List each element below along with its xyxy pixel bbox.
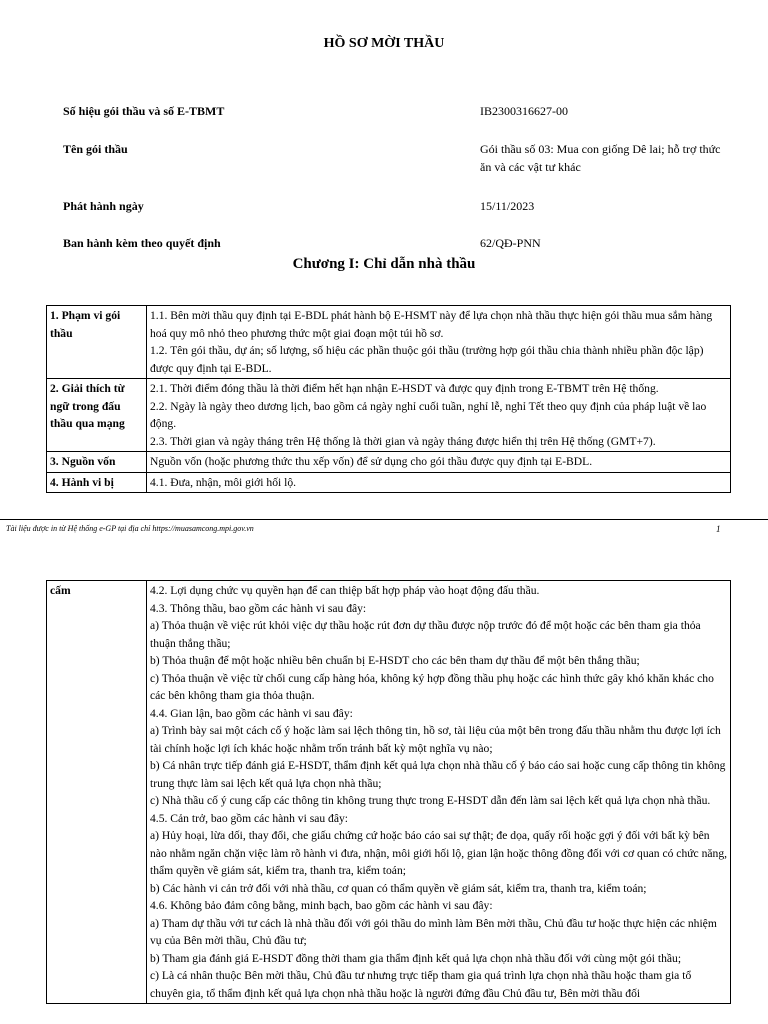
row-content (147, 472, 731, 493)
clause-text: 2.3. Thời gian và ngày tháng trên Hệ thống là thời gian và ngày tháng được hiển thị trên Hệ thống (GMT+7). (150, 434, 656, 448)
clause-text: b) Cá nhân trực tiếp đánh giá E-HSDT, thẩm định kết quả lựa chọn nhà thầu cố ý báo cáo sai hoặc cung cấp thông tin không trung thực làm sai lệch kết quả lựa chọn nhà thầu; (150, 759, 726, 790)
clause-text: b) Tham gia đánh giá E-HSDT đồng thời tham gia thẩm định kết quả lựa chọn nhà thầu đối với cùng một gói thầu; (150, 951, 682, 965)
footer-source-note: Tài liệu được in từ Hệ thống e-GP tại địa chỉ https://muasamcong.mpi.gov.vn (6, 524, 254, 533)
row-content (147, 379, 731, 452)
clause-text: 4.4. Gian lận, bao gồm các hành vi sau đây: (150, 706, 353, 720)
table-row (47, 472, 731, 493)
meta-value: 62/QĐ-PNN (480, 236, 541, 250)
clause-text: 4.5. Cản trở, bao gồm các hành vi sau đây: (150, 811, 349, 825)
row-content (147, 581, 731, 1004)
clause-text: c) Là cá nhân thuộc Bên mời thầu, Chủ đầu tư nhưng trực tiếp tham gia quá trình lựa chọn nhà thầu hoặc tham gia tổ chuyên gia, tổ thẩm định kết quả lựa chọn nhà thầu hoặc là người đứng đầu Chủ đầu tư, Bên mời thầu đối (150, 969, 692, 1000)
clause-text: a) Tham dự thầu với tư cách là nhà thầu đối với gói thầu do mình làm Bên mời thầu, Chủ đầu tư hoặc thực hiện các nhiệm vụ của Bên mời thầu, Chủ đầu tư; (150, 916, 717, 947)
clause-text: b) Các hành vi cản trở đối với nhà thầu, cơ quan có thẩm quyền về giám sát, kiểm tra, thanh tra, kiểm toán; (150, 881, 647, 895)
row-label: 3. Nguồn vốn (47, 452, 147, 473)
meta-label: Số hiệu gói thầu và số E-TBMT (63, 104, 225, 118)
clause-text: 4.6. Không bảo đảm công bằng, minh bạch, bao gồm các hành vi sau đây: (150, 899, 493, 912)
row-label: 2. Giải thích từ ngữ trong đấu thầu qua mạng (47, 379, 147, 452)
row-content (147, 306, 731, 379)
table-row (47, 379, 731, 452)
clause-text: 2.1. Thời điểm đóng thầu là thời điểm hết hạn nhận E-HSDT và được quy định trong E-TBMT trên Hệ thống. (150, 382, 659, 395)
meta-label: Tên gói thầu (63, 142, 128, 156)
clause-text: a) Trình bày sai một cách cố ý hoặc làm sai lệch thông tin, hồ sơ, tài liệu của một bên trong đấu thầu nhằm thu được lợi ích tài chính hoặc lợi ích khác hoặc nhằm trốn tránh bất kỳ một nghĩa vụ nào; (150, 724, 721, 755)
meta-value: Gói thầu số 03: Mua con giống Dê lai; hỗ trợ thức ăn và các vật tư khác (480, 142, 721, 174)
clause-text: a) Hủy hoại, lừa dối, thay đổi, che giấu chứng cứ hoặc báo cáo sai sự thật; đe dọa, quấy rối hoặc gợi ý đối với bất kỳ bên nào nhằm ngăn chặn việc làm rõ hành vi đưa, nhận, môi giới hối lộ, gian lận hoặc thông đồng đối với cơ quan có chức năng, thẩm quyền về giám sát, kiểm tra, thanh tra, kiểm toán; (150, 829, 728, 877)
clause-text: 4.3. Thông thầu, bao gồm các hành vi sau đây: (150, 601, 367, 615)
clause-text: a) Thỏa thuận về việc rút khỏi việc dự thầu hoặc rút đơn dự thầu được nộp trước đó để một hoặc các bên tham gia thỏa thuận thắng thầu; (150, 619, 701, 650)
meta-value: 15/11/2023 (480, 199, 535, 213)
table-row (47, 306, 731, 379)
clause-text: 4.2. Lợi dụng chức vụ quyền hạn để can thiệp bất hợp pháp vào hoạt động đấu thầu. (150, 584, 540, 597)
rules-table-page1 (46, 305, 731, 493)
row-content (147, 452, 731, 473)
clause-text: 1.2. Tên gói thầu, dự án; số lượng, số hiệu các phần thuộc gói thầu (trường hợp gói thầu chia thành nhiều phần độc lập) được quy định tại E-BDL. (150, 344, 704, 375)
row-label: 4. Hành vi bị (47, 472, 147, 493)
meta-value: IB2300316627-00 (480, 104, 568, 118)
clause-text: 1.1. Bên mời thầu quy định tại E-BDL phát hành bộ E-HSMT này để lựa chọn nhà thầu thực hiện gói thầu mua sắm hàng hoá quy mô nhỏ theo phương thức một giai đoạn một túi hồ sơ. (150, 309, 713, 340)
clause-text: Nguồn vốn (hoặc phương thức thu xếp vốn) để sử dụng cho gói thầu được quy định tại E-BDL. (150, 455, 593, 468)
page-number: 1 (716, 524, 721, 534)
clause-text: c) Nhà thầu cố ý cung cấp các thông tin không trung thực trong E-HSDT dẫn đến làm sai lệch kết quả lựa chọn nhà thầu. (150, 794, 711, 807)
meta-label: Ban hành kèm theo quyết định (63, 236, 221, 250)
clause-text: 4.1. Đưa, nhận, môi giới hối lộ. (150, 475, 297, 489)
clause-text: b) Thỏa thuận để một hoặc nhiều bên chuẩn bị E-HSDT cho các bên tham dự thầu để một bên thắng thầu; (150, 654, 640, 667)
document-title: HỒ SƠ MỜI THẦU (323, 36, 445, 51)
clause-text: c) Thỏa thuận về việc từ chối cung cấp hàng hóa, không ký hợp đồng thầu phụ hoặc các hình thức gây khó khăn khác cho các bên không tham gia thỏa thuận. (150, 671, 714, 702)
row-label: 1. Phạm vi gói thầu (47, 306, 147, 379)
clause-text: 2.2. Ngày là ngày theo dương lịch, bao gồm cả ngày nghỉ cuối tuần, nghỉ lễ, nghỉ Tết theo quy định của pháp luật về lao động. (150, 399, 707, 430)
meta-label: Phát hành ngày (63, 199, 144, 213)
row-label: cấm (47, 581, 147, 1004)
rules-table-page2 (46, 580, 731, 1004)
page-divider (0, 519, 768, 520)
chapter-title: Chương I: Chỉ dẫn nhà thầu (292, 256, 476, 272)
table-row (47, 452, 731, 473)
table-row (47, 581, 731, 1004)
